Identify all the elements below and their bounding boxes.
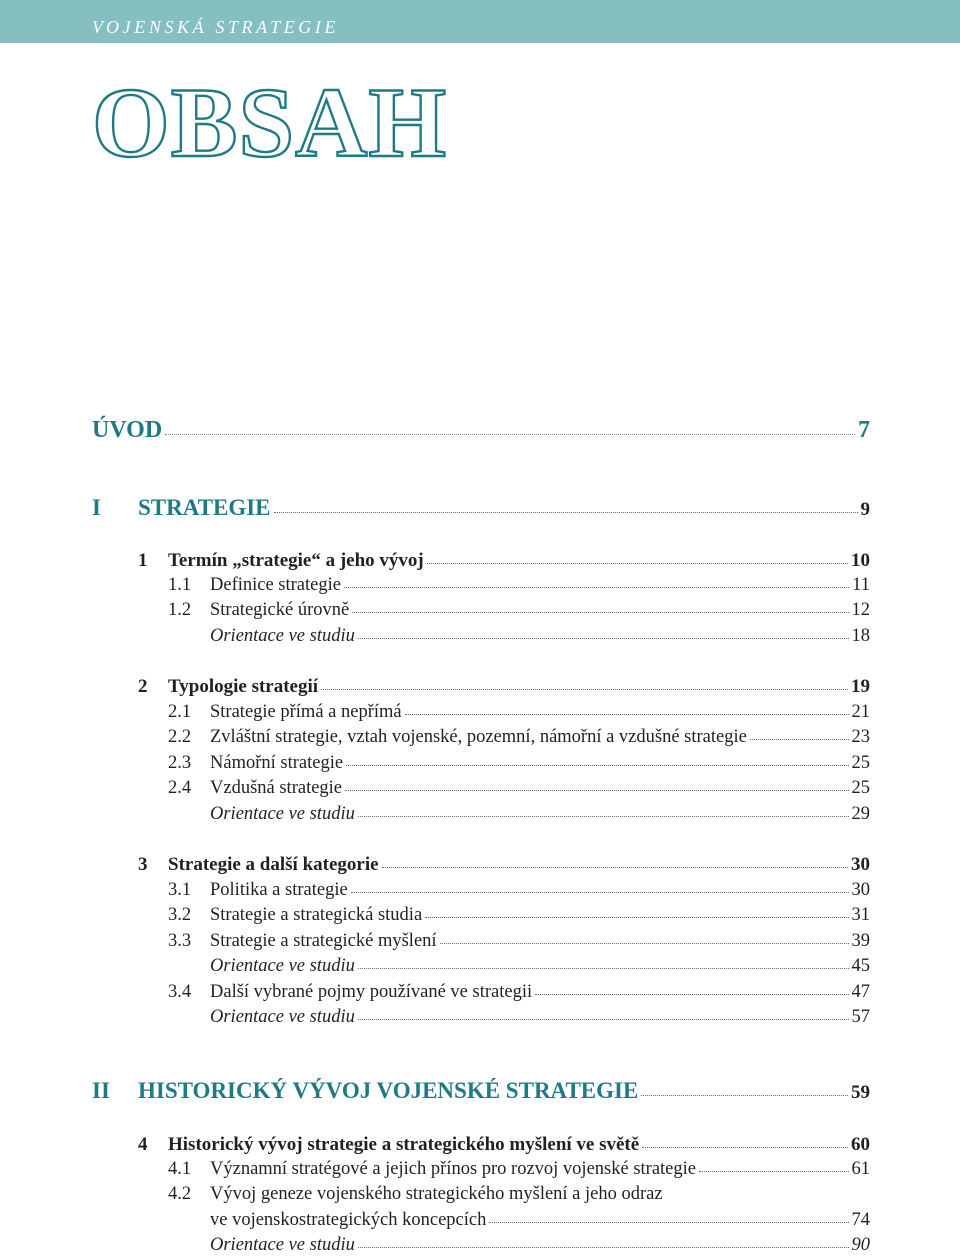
- page-title: OBSAH: [92, 67, 448, 178]
- toc-page-number: 30: [851, 854, 870, 875]
- toc-chapter-title: Historický vývoj strategie a strategického myšlení ve světě: [168, 1134, 640, 1155]
- toc-section-title: Vzdušná strategie: [210, 778, 343, 798]
- dot-leader: [358, 816, 849, 817]
- toc-study-guide[interactable]: [210, 1235, 870, 1256]
- toc-page-number: 10: [851, 550, 870, 571]
- dot-leader: [382, 867, 848, 868]
- dot-leader: [642, 1147, 848, 1148]
- toc-page-number: 7: [858, 417, 870, 443]
- toc-page-number: 30: [851, 880, 870, 900]
- dot-leader: [535, 994, 848, 995]
- toc-intro[interactable]: [92, 417, 870, 444]
- toc-section-number: 1.1: [168, 575, 192, 595]
- dot-leader: [346, 765, 848, 766]
- dot-leader: [345, 790, 848, 791]
- toc-part-number: I: [92, 495, 101, 520]
- toc-page-number: 18: [851, 626, 870, 646]
- toc-page-number: 19: [851, 676, 870, 697]
- toc-section-title: Vývoj geneze vojenského strategického myšlení a jeho odraz: [210, 1184, 663, 1204]
- toc-section-number: 2.4: [168, 778, 192, 798]
- toc-page-number: 90: [851, 1235, 870, 1255]
- toc-study-guide[interactable]: [168, 804, 870, 825]
- dot-leader: [274, 512, 858, 513]
- toc-page-number: 23: [851, 727, 870, 747]
- toc-section-number: 3.3: [168, 931, 192, 951]
- toc-page-number: 25: [851, 753, 870, 773]
- dot-leader: [699, 1171, 849, 1172]
- toc-page-number: 25: [851, 778, 870, 798]
- toc-study-guide[interactable]: [168, 956, 870, 977]
- dot-leader: [344, 587, 849, 588]
- dot-leader: [405, 714, 849, 715]
- toc-page-number: 57: [851, 1007, 870, 1027]
- toc-section[interactable]: [168, 753, 870, 774]
- toc-section-title: Politika a strategie: [210, 880, 348, 900]
- toc-section-title: Významní stratégové a jejich přínos pro rozvoj vojenské strategie: [210, 1159, 696, 1179]
- toc-section[interactable]: [168, 575, 870, 596]
- toc-section[interactable]: [168, 880, 870, 901]
- toc-section-title: Strategie a strategická studia: [210, 905, 423, 925]
- toc-chapter-title: Typologie strategií: [168, 676, 319, 697]
- toc-section[interactable]: [168, 931, 870, 952]
- toc-part[interactable]: [92, 1078, 870, 1104]
- dot-leader: [641, 1095, 848, 1096]
- toc-chapter-number: 4: [138, 1134, 148, 1155]
- dot-leader: [427, 563, 848, 564]
- dot-leader: [358, 1019, 849, 1020]
- toc-part-title: STRATEGIE: [138, 495, 271, 520]
- toc-section[interactable]: [168, 1184, 870, 1205]
- toc-chapter[interactable]: [138, 676, 870, 698]
- toc-section[interactable]: [168, 982, 870, 1003]
- dot-leader: [440, 943, 849, 944]
- toc-section-number: 2.3: [168, 753, 192, 773]
- toc-section-title: Zvláštní strategie, vztah vojenské, pozemní, námořní a vzdušné strategie: [210, 727, 747, 747]
- toc-page-number: 21: [851, 702, 870, 722]
- toc-section-number: 4.2: [168, 1184, 192, 1204]
- dot-leader: [352, 612, 848, 613]
- toc-chapter[interactable]: [138, 550, 870, 572]
- toc-study-guide[interactable]: [168, 626, 870, 647]
- dot-leader: [358, 1247, 849, 1248]
- toc-section-title: Námořní strategie: [210, 753, 344, 773]
- toc-chapter[interactable]: [138, 1134, 870, 1156]
- toc-section-title: Definice strategie: [210, 575, 341, 595]
- toc-page-number: 45: [851, 956, 870, 976]
- toc-section[interactable]: [168, 905, 870, 926]
- dot-leader: [750, 739, 849, 740]
- toc-study-guide[interactable]: [168, 1007, 870, 1028]
- toc-part[interactable]: [92, 495, 870, 521]
- toc-section-title: Orientace ve studiu: [210, 1007, 355, 1027]
- toc-part-title: HISTORICKÝ VÝVOJ VOJENSKÉ STRATEGIE: [138, 1078, 639, 1103]
- toc-chapter-number: 2: [138, 676, 148, 697]
- dot-leader: [351, 892, 849, 893]
- dot-leader: [425, 917, 848, 918]
- toc-section-title: Orientace ve studiu: [210, 804, 355, 824]
- toc-section[interactable]: [168, 727, 870, 748]
- toc-section-title: ve vojenskostrategických koncepcích: [210, 1210, 487, 1230]
- toc-page-number: 11: [852, 575, 870, 595]
- toc-page-number: 60: [851, 1134, 870, 1155]
- toc-section[interactable]: [168, 1159, 870, 1180]
- toc-section-number: 2.2: [168, 727, 192, 747]
- toc-section-number: 3.1: [168, 880, 192, 900]
- dot-leader: [165, 434, 855, 435]
- dot-leader: [321, 689, 848, 690]
- toc-page-number: 59: [851, 1082, 870, 1103]
- toc-section-title: Orientace ve studiu: [210, 1235, 355, 1255]
- toc-section-number: 3.4: [168, 982, 192, 1002]
- toc-section-title: Orientace ve studiu: [210, 956, 355, 976]
- toc-section[interactable]: [168, 600, 870, 621]
- toc-page-number: 29: [851, 804, 870, 824]
- toc-section[interactable]: [168, 778, 870, 799]
- toc-section-number: 4.1: [168, 1159, 192, 1179]
- toc-page-number: 9: [860, 499, 870, 520]
- toc-section-number: 3.2: [168, 905, 192, 925]
- toc-chapter-number: 1: [138, 550, 148, 571]
- dot-leader: [358, 638, 849, 639]
- toc-section-number: 1.2: [168, 600, 192, 620]
- toc-chapter-number: 3: [138, 854, 148, 875]
- toc-page-number: 61: [851, 1159, 870, 1179]
- toc-page-number: 47: [851, 982, 870, 1002]
- dot-leader: [358, 968, 849, 969]
- toc-part-number: II: [92, 1078, 110, 1103]
- toc-section-title: Orientace ve studiu: [210, 626, 355, 646]
- toc-section-title: Další vybrané pojmy používané ve strategii: [210, 982, 533, 1002]
- toc-page-number: 12: [851, 600, 870, 620]
- toc-section-number: 2.1: [168, 702, 192, 722]
- toc-chapter-title: Termín „strategie“ a jeho vývoj: [168, 550, 424, 571]
- toc-section-title: Strategie přímá a nepřímá: [210, 702, 402, 722]
- toc-section[interactable]: [168, 702, 870, 723]
- toc-page-number: 31: [851, 905, 870, 925]
- toc-chapter-title: Strategie a další kategorie: [168, 854, 379, 875]
- toc-intro-title: ÚVOD: [92, 417, 163, 443]
- toc-section-title: Strategické úrovně: [210, 600, 350, 620]
- toc-chapter[interactable]: [138, 854, 870, 876]
- toc-section-continuation[interactable]: [210, 1210, 870, 1231]
- dot-leader: [489, 1222, 848, 1223]
- toc-page-number: 74: [851, 1210, 870, 1230]
- toc-section-title: Strategie a strategické myšlení: [210, 931, 437, 951]
- running-title: VOJENSKÁ STRATEGIE: [92, 17, 340, 37]
- toc-page-number: 39: [851, 931, 870, 951]
